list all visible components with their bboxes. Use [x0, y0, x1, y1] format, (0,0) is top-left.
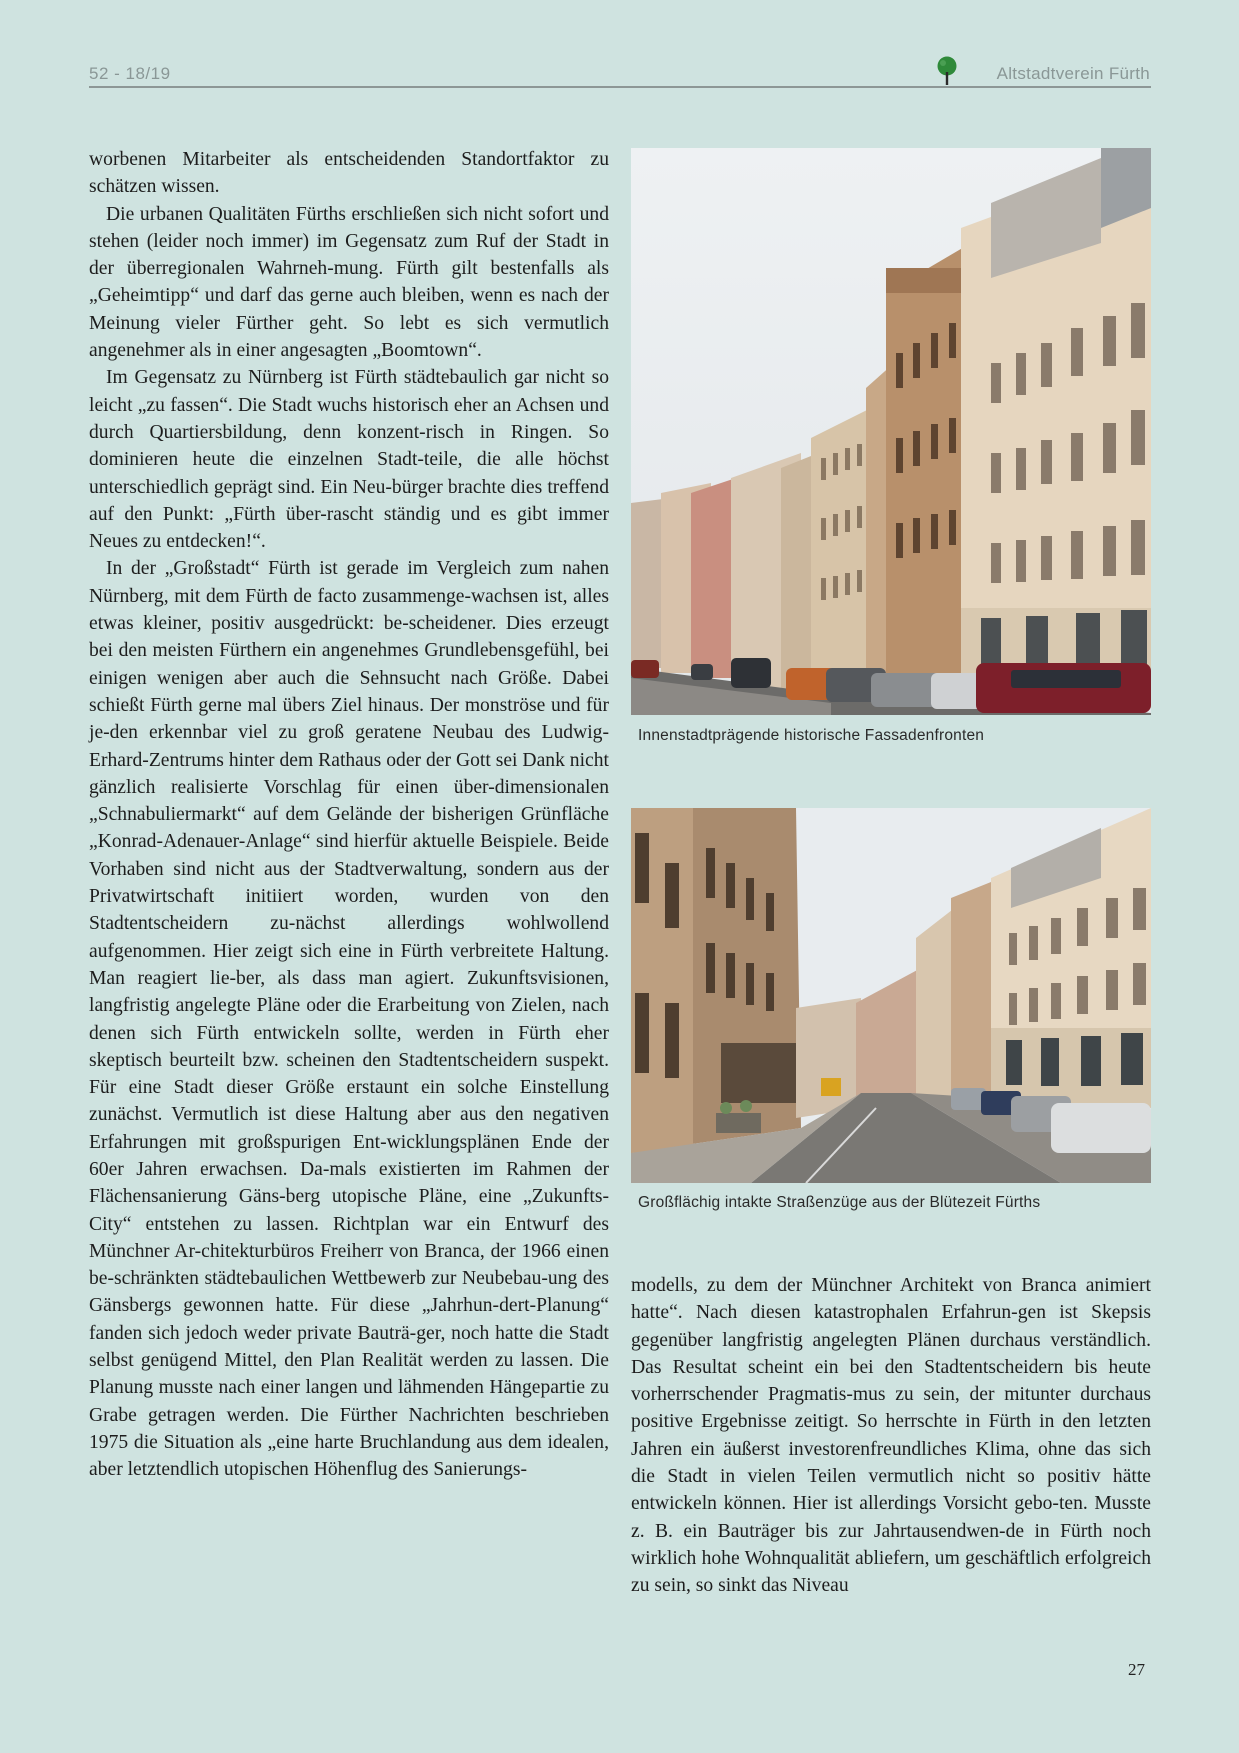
- left-text-column: [89, 146, 609, 1484]
- paragraph: Die urbanen Qualitäten Fürths erschließen sich nicht sofort und stehen (leider noch immer) im Gegensatz zum Ruf der Stadt in der überregionalen Wahrneh-mung. Fürth gilt bestenfalls als „Geheimtipp“ und darf das gerne auch bleiben, wenn es nach der Meinung vieler Fürther geht. So lebt es sich vermutlich angenehmer als in einer angesagten „Boomtown“.: [89, 203, 609, 362]
- header-divider: [89, 86, 1151, 88]
- photo-caption: Innenstadtprägende historische Fassadenfronten: [638, 727, 985, 744]
- tree-logo-icon: [934, 56, 960, 86]
- paragraph: In der „Großstadt“ Fürth ist gerade im Vergleich zum nahen Nürnberg, mit dem Fürth de facto zusammenge-wachsen ist, alles etwas kleiner, positiv ausgedrückt: be-scheidener. Dies erzeugt bei den meisten Fürthern ein angenehmes Grundlebensgefühl, bei einigen wenigen aber auch die Sehnsucht nach Größe. Dabei schießt Fürth gerne mal übers Ziel hinaus. Der monströse und für je-den erkennbar viel zu groß geratene Neubau des Ludwig-Erhard-Zentrums hinter dem Rathaus oder der Gott sei Dank nicht gänzlich realisierte Vorschlag für einen über-dimensionalen „Schnabuliermarkt“ auf dem Gelände der bisherigen Grünfläche „Konrad-Adenauer-Anlage“ sind hierfür aktuelle Beispiele. Beide Vorhaben sind nicht aus der Stadtverwaltung, sondern aus der Privatwirtschaft initiiert worden, wurden von den Stadtentscheidern zu-nächst allerdings wohlwollend aufgenommen. Hier zeigt sich eine in Fürth verbreitete Haltung. Man reagiert lie-ber, als dass man agiert. Zukunftsvisionen, langfristig angelegte Pläne oder die Erarbeitung von Zielen, nach denen sich Fürth entwickeln sollte, werden in Fürth eher skeptisch beurteilt bzw. scheinen den Stadtentscheidern suspekt. Für eine Stadt dieser Größe erstaunt ein solche Einstellung zunächst. Vermutlich ist diese Haltung aber aus den negativen Erfahrungen mit großspurigen Ent-wicklungsplänen Ende der 60er Jahren erwachsen. Da-mals existierten im Rahmen der Flächensanierung Gäns-berg utopische Pläne, eine „Zukunfts-City“ entstehen zu lassen. Richtplan war ein Entwurf des Münchner Ar-chitekturbüros Freiherr von Branca, der 1966 einen be-schränkten städtebaulichen Wettbewerb zur Neubebau-ung des Gänsbergs gewonnen hatte. Für diese „Jahrhun-dert-Planung“ fanden sich jedoch weder private Bauträ-ger, noch hatte die Stadt selbst genügend Mittel, den Plan Realität werden zu lassen. Die Planung musste nach einer langen und lähmenden Hängepartie zu Grabe getragen werden. Die Fürther Nachrichten beschrieben 1975 die Situation als „eine harte Bruchlandung aus dem idealen, aber letztendlich utopischen Höhenflug des Sanierungs-: [89, 558, 609, 1481]
- paragraph: modells, zu dem der Münchner Architekt von Branca animiert hatte“. Nach diesen katastrophalen Erfahrun-gen ist Skepsis gegenüber langfristig angelegten Plänen durchaus verständlich. Das Resultat scheint ein bei den Stadtentscheidern bis heute vorherrschender Pragmatis-mus zu sein, der mitunter durchaus positive Ergebnisse zeitigt. So herrschte in Fürth in den letzten Jahren ein äußerst investorenfreundliches Klima, ohne das sich die Stadt in vielen Teilen vermutlich nicht so positiv hätte entwickeln können. Hier ist allerdings Vorsicht gebo-ten. Musste z. B. ein Bauträger bis zur Jahrtausendwen-de in Fürth noch wirklich hohe Wohnqualität abliefern, um geschäftlich erfolgreich zu sein, so sinkt das Niveau: [631, 1275, 1151, 1597]
- paragraph: worbenen Mitarbeiter als entscheidenden Standortfaktor zu schätzen wissen.: [89, 149, 609, 198]
- publisher-name: Altstadtverein Fürth: [996, 64, 1150, 83]
- photo-intact-streets: [631, 808, 1151, 1183]
- photo-caption: Großflächig intakte Straßenzüge aus der Blütezeit Fürths: [638, 1194, 1041, 1211]
- photo-historic-facades: [631, 148, 1151, 715]
- right-text-column: [631, 1272, 1151, 1600]
- page-number: 27: [1128, 1660, 1145, 1679]
- issue-number: 52 - 18/19: [89, 64, 171, 83]
- paragraph: Im Gegensatz zu Nürnberg ist Fürth städtebaulich gar nicht so leicht „zu fassen“. Die Stadt wuchs historisch eher an Achsen und durch Quartiersbildung, denn konzent-risch in Ringen. So dominieren heute die einzelnen Stadt-teile, die alle höchst unterschiedlich geprägt sind. Ein Neu-bürger brachte dies treffend auf den Punkt: „Fürth über-rascht ständig und es gibt immer Neues zu entdecken!“.: [89, 367, 609, 553]
